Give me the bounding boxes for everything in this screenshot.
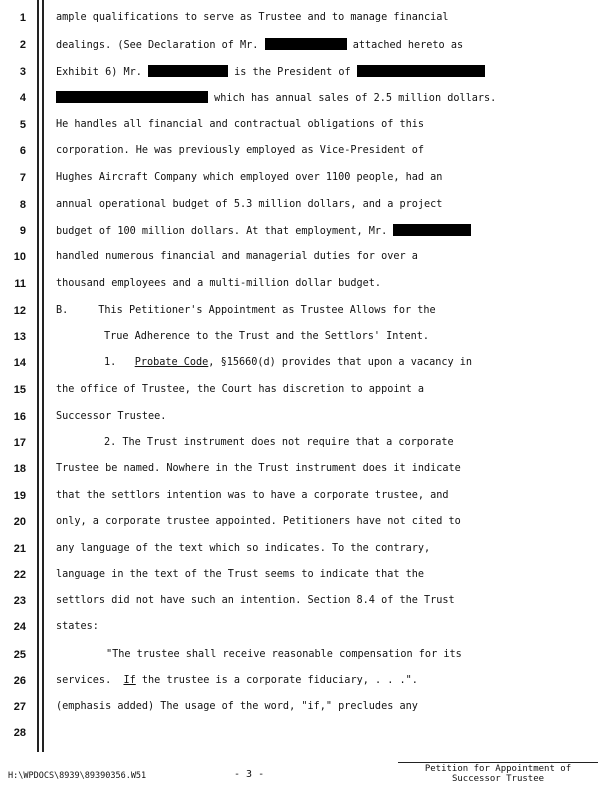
text-line-23: settlors did not have such an intention. Section 8.4 of the Trust bbox=[56, 595, 455, 606]
line-number: 26 bbox=[13, 675, 26, 687]
left-margin-rule bbox=[37, 0, 39, 752]
text-line-3: Exhibit 6) Mr. is the President of bbox=[56, 65, 598, 80]
quoted-text-line: "The trustee shall receive reasonable compensation for its bbox=[106, 649, 462, 660]
redaction-box bbox=[148, 65, 228, 77]
text-line-17: 2. The Trust instrument does not require that a corporate bbox=[104, 437, 454, 448]
line-number: 19 bbox=[13, 490, 26, 502]
file-path: H:\WPDOCS\8939\89390356.W51 bbox=[8, 771, 147, 781]
line-number: 7 bbox=[19, 172, 26, 184]
line-number: 15 bbox=[13, 384, 26, 396]
text-line-10: handled numerous financial and managerial duties for over a bbox=[56, 251, 418, 262]
text-line-2: dealings. (See Declaration of Mr. attached hereto as bbox=[56, 40, 464, 51]
line-number: 16 bbox=[13, 411, 26, 423]
document-title-line: Successor Trustee bbox=[451, 774, 545, 784]
left-margin-rule bbox=[42, 0, 44, 752]
line-number: 22 bbox=[13, 569, 26, 581]
line-number: 8 bbox=[19, 199, 26, 211]
text-line-7: Hughes Aircraft Company which employed over 1100 people, had an bbox=[56, 172, 443, 183]
text-line-16: Successor Trustee. bbox=[56, 411, 167, 422]
text-line-11: thousand employees and a multi-million dollar budget. bbox=[56, 278, 382, 289]
text-line-4: which has annual sales of 2.5 million dollars. bbox=[56, 91, 598, 106]
text-line-9: budget of 100 million dollars. At that employment, Mr. bbox=[56, 224, 598, 239]
line-number: 18 bbox=[13, 463, 26, 475]
line-number: 4 bbox=[19, 92, 26, 104]
line-number: 17 bbox=[13, 437, 26, 449]
line-number: 12 bbox=[13, 305, 26, 317]
line-number: 11 bbox=[14, 278, 26, 290]
text-line-5: He handles all financial and contractual obligations of this bbox=[56, 119, 425, 130]
line-number: 13 bbox=[13, 331, 26, 343]
text-line-18: Trustee be named. Nowhere in the Trust instrument does it indicate bbox=[56, 463, 461, 474]
line-number: 25 bbox=[13, 649, 26, 661]
line-number: 10 bbox=[13, 251, 26, 263]
text-line-21: any language of the text which so indicates. To the contrary, bbox=[56, 543, 431, 554]
line-number: 28 bbox=[13, 727, 26, 739]
line-number: 9 bbox=[19, 225, 26, 237]
section-heading-b: B. This Petitioner's Appointment as Trustee Allows for the bbox=[56, 305, 436, 316]
redaction-box bbox=[357, 65, 485, 77]
line-number: 24 bbox=[13, 621, 26, 633]
redaction-box bbox=[265, 38, 347, 50]
line-number: 20 bbox=[13, 516, 26, 528]
line-number: 23 bbox=[13, 595, 26, 607]
text-line-1: ample qualifications to serve as Trustee and to manage financial bbox=[56, 12, 449, 23]
redaction-box bbox=[56, 91, 208, 103]
section-heading-b-cont: True Adherence to the Trust and the Settlors' Intent. bbox=[104, 331, 430, 342]
document-title-line: Petition for Appointment of bbox=[424, 764, 572, 774]
text-line-27: (emphasis added) The usage of the word, "if," precludes any bbox=[56, 701, 418, 712]
line-number: 6 bbox=[19, 145, 26, 157]
line-number: 2 bbox=[19, 39, 26, 51]
text-line-8: annual operational budget of 5.3 million dollars, and a project bbox=[56, 199, 443, 210]
line-number: 27 bbox=[13, 701, 26, 713]
quoted-text-line: services. If the trustee is a corporate fiduciary, . . .". bbox=[56, 675, 418, 686]
line-number: 21 bbox=[13, 543, 26, 555]
page-number: - 3 - bbox=[234, 769, 265, 780]
line-number: 14 bbox=[13, 357, 26, 369]
text-line-24: states: bbox=[56, 621, 99, 632]
document-title bbox=[398, 762, 598, 784]
text-line-22: language in the text of the Trust seems to indicate that the bbox=[56, 569, 425, 580]
text-line-15: the office of Trustee, the Court has discretion to appoint a bbox=[56, 384, 425, 395]
text-line-6: corporation. He was previously employed as Vice-President of bbox=[56, 145, 425, 156]
text-line-20: only, a corporate trustee appointed. Petitioners have not cited to bbox=[56, 516, 461, 527]
line-number: 3 bbox=[19, 66, 26, 78]
line-number: 5 bbox=[19, 119, 26, 131]
text-line-19: that the settlors intention was to have a corporate trustee, and bbox=[56, 490, 449, 501]
text-line-14: 1. Probate Code, §15660(d) provides that upon a vacancy in bbox=[104, 357, 473, 368]
redaction-box bbox=[393, 224, 471, 236]
line-number: 1 bbox=[19, 12, 26, 24]
